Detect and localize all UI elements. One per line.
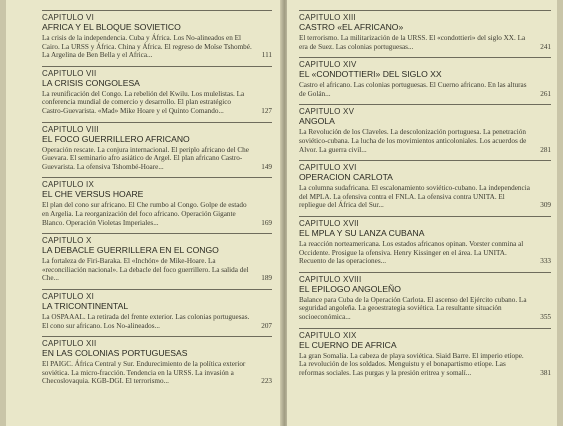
toc-entry (299, 328, 551, 378)
toc-entry (299, 272, 551, 322)
page-number: 261 (540, 89, 551, 98)
chapter-summary: La OSPAAAL. La retirada del frente exterior. Las colonias portuguesas. El cono sur africano. Los No-alineados... (42, 312, 250, 330)
chapter-summary: El PAIGC. África Central y Sur. Endurecimiento de la política exterior soviética. La micro-fracción. Tendencia en la URSS. La invasión a Checoslovaquia. KGB-DGI. El terrorismo... (42, 360, 246, 386)
chapter-summary: La columna sudafricana. El escalonamiento soviético-cubano. La independencia del MPLA. La ofensiva contra el FNLA. La ofensiva contra UNITA. El repliegue del África del Sur... (299, 184, 530, 210)
chapter-number: CAPITULO VI (42, 13, 94, 22)
page-number: 127 (261, 106, 272, 115)
divider (42, 233, 272, 234)
chapter-title: EL FOCO GUERRILLERO AFRICANO (42, 133, 190, 144)
chapter-number: CAPITULO XVIII (299, 274, 362, 284)
toc-entry (42, 289, 272, 330)
chapter-title: LA DEBACLE GUERRILLERA EN EL CONGO (42, 245, 219, 256)
divider (42, 336, 272, 337)
chapter-summary: La Revolución de los Claveles. La descolonización portuguesa. La penetración soviético-cubana. La lucha de los movimientos anticoloniales. Los acuerdos de Alvor. La guerra civil... (299, 128, 527, 154)
toc-entry (42, 66, 272, 116)
chapter-summary: Operación rescate. La conjura internacional. El periplo africano del Che Guevara. El seminario afro asiático de Argel. El plan africano Castro-Guevarista. La ofensiva Tshombé-Hoare... (42, 145, 249, 171)
toc-entry (299, 104, 551, 154)
chapter-summary: El terrorismo. La militarización de la URSS. El «condottieri» del siglo XX. La era de Suez. Las colonias portuguesas... (299, 34, 526, 51)
divider (42, 289, 272, 290)
toc-entry (42, 336, 272, 386)
page-number: 355 (540, 312, 551, 321)
chapter-title: EL MPLA Y SU LANZA CUBANA (299, 227, 425, 238)
page-number: 169 (261, 218, 272, 227)
divider (299, 57, 551, 58)
chapter-summary: Castro el africano. Las colonias portuguesas. El Cuerno africano. En las alturas de Golán... (299, 81, 527, 98)
chapter-number: CAPITULO XI (42, 291, 94, 301)
divider (299, 160, 551, 161)
chapter-number: CAPITULO XIII (299, 13, 356, 22)
chapter-number: CAPITULO XIX (299, 330, 357, 340)
chapter-title: CASTRO «EL AFRICANO» (299, 22, 404, 32)
chapter-number: CAPITULO VIII (42, 124, 99, 134)
page-number: 333 (540, 257, 551, 266)
chapter-summary: El plan del cono sur africano. El Che rumbo al Congo. Golpe de estado en Argelia. La reorganización del foco africano. Operación Gigante Blanco. Operación Violetas Imperiales... (42, 201, 247, 227)
chapter-title: AFRICA Y EL BLOQUE SOVIETICO (42, 22, 181, 32)
chapter-number: CAPITULO VII (42, 68, 97, 78)
chapter-summary: Balance para Cuba de la Operación Carlota. El ascenso del Ejército cubano. La seguridad angoleña. La geoestrategia soviética. La resultante situación socioeconómica... (299, 295, 527, 321)
toc-entry (299, 57, 551, 98)
right-page (287, 0, 557, 426)
chapter-title: EL CUERNO DE AFRICA (299, 339, 397, 350)
page-number: 223 (261, 377, 272, 386)
divider (299, 216, 551, 217)
divider (42, 66, 272, 67)
chapter-number: CAPITULO XIV (299, 60, 357, 70)
page-number: 207 (261, 321, 272, 330)
divider (42, 177, 272, 178)
page-edge-right (557, 0, 563, 426)
chapter-number: CAPITULO XVI (299, 163, 357, 173)
divider (42, 122, 272, 123)
page-number: 111 (261, 51, 272, 60)
chapter-title: ANGOLA (299, 116, 335, 127)
toc-entry (299, 160, 551, 210)
page-number: 149 (261, 162, 272, 171)
divider (299, 104, 551, 105)
chapter-number: CAPITULO XII (42, 339, 97, 349)
chapter-number: CAPITULO XVII (299, 218, 359, 228)
toc-entry (42, 10, 272, 60)
chapter-summary: La crisis de la independencia. Cuba y África. Los No-alineados en El Cairo. La URSS y África. China y África. El regreso de Moïse Tshombé. La Argelina de Ben Bella y el Africa... (42, 34, 252, 60)
chapter-summary: La reunificación del Congo. La rebelión del Kwilu. Los mulelistas. La conferencia mundial de comercio y desarrollo. El plan estratégico Castro-Guevarista. «Mad» Mike Hoare y el Quinto Comando... (42, 89, 245, 115)
divider (299, 272, 551, 273)
page-number: 281 (540, 145, 551, 154)
page-number: 189 (261, 274, 272, 283)
page-number: 241 (540, 42, 551, 51)
chapter-number: CAPITULO X (42, 236, 92, 246)
chapter-title: LA TRICONTINENTAL (42, 300, 129, 311)
divider (42, 10, 272, 11)
chapter-summary: La reacción norteamericana. Los estados africanos opinan. Vorster conmina al Occidente. Prosigue la ofensiva. Henry Kissinger en el área. La UNITA. Recuento de las operaciones... (299, 239, 524, 266)
toc-entry (299, 10, 551, 51)
divider (299, 328, 551, 329)
toc-entry (299, 216, 551, 266)
chapter-number: CAPITULO XV (299, 107, 355, 117)
chapter-summary: La gran Somalia. La cabeza de playa soviética. Siaid Barre. El imperio etíope. La revolución de los soldados. Menguistu y el bonapartismo etíope. Las reformas sociales. Las purgas y la presión eritrea y somalí... (299, 351, 524, 377)
toc-entry (42, 177, 272, 227)
chapter-title: EL EPILOGO ANGOLEÑO (299, 283, 401, 294)
chapter-summary: La fortaleza de Firi-Baraka. El «Inchón» de Mike-Hoare. La «reconciliación nacional». La debacle del foco guerrillero. La salida del Che... (42, 257, 249, 283)
chapter-number: CAPITULO IX (42, 180, 94, 190)
toc-entry (42, 233, 272, 283)
chapter-title: EN LAS COLONIAS PORTUGUESAS (42, 348, 188, 359)
left-page (6, 0, 282, 426)
page-number: 381 (540, 368, 551, 377)
page-number: 309 (540, 201, 551, 210)
divider (299, 10, 551, 11)
chapter-title: EL CHE VERSUS HOARE (42, 189, 144, 200)
chapter-title: LA CRISIS CONGOLESA (42, 77, 140, 88)
chapter-title: OPERACION CARLOTA (299, 172, 393, 183)
toc-entry (42, 122, 272, 172)
chapter-title: EL «CONDOTTIERI» DEL SIGLO XX (299, 69, 442, 80)
